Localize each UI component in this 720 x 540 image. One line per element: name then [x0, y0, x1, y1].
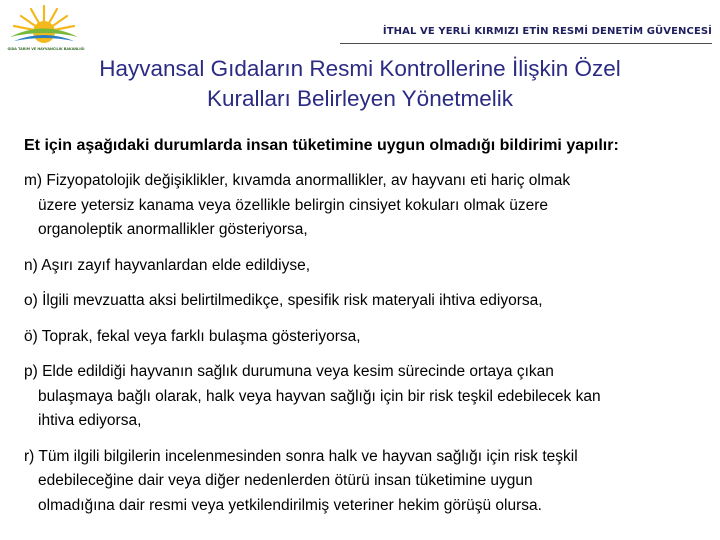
list-item-o: [24, 289, 714, 314]
logo-caption: GIDA TARIM VE HAYVANCILIK BAKANLIĞI: [7, 47, 85, 51]
list-item-oe: [24, 325, 714, 350]
header-divider: [340, 43, 712, 44]
list-item-m: [24, 169, 714, 243]
list-item-line: r) Tüm ilgili bilgilerin incelenmesinden sonra halk ve hayvan sağlığı için risk teşkil: [24, 447, 578, 465]
list-item-line: üzere yetersiz kanama veya özellikle belirgin cinsiyet kokuları olmak üzere: [38, 196, 549, 214]
list-item-r: [24, 445, 714, 519]
sun-field-logo-icon: [0, 0, 92, 62]
list-item-line: ihtiva ediyorsa,: [38, 412, 142, 429]
lead-sentence: Et için aşağıdaki durumlarda insan tüketimine uygun olmadığı bildirimi yapılır:: [24, 137, 619, 154]
document-body: [24, 134, 714, 529]
list-item-p: [24, 360, 714, 434]
list-item-line: p) Elde edildiği hayvanın sağlık durumuna veya kesim sürecinde ortaya çıkan: [24, 363, 554, 380]
list-item-line: m) Fizyopatolojik değişiklikler, kıvamda anormallikler, av hayvanı eti hariç olmak: [24, 172, 571, 189]
list-item-line: ö) Toprak, fekal veya farklı bulaşma gösteriyorsa,: [24, 327, 361, 345]
list-item-line: edebileceğine dair veya diğer nedenlerden ötürü insan tüketimine uygun: [38, 472, 533, 489]
list-item-line: o) İlgili mevzuatta aksi belirtilmedikçe, spesifik risk materyali ihtiva ediyorsa,: [24, 292, 543, 309]
header-tagline: İTHAL VE YERLİ KIRMIZI ETİN RESMİ DENETİM GÜVENCESİ: [382, 26, 712, 37]
title-line-2: Kuralları Belirleyen Yönetmelik: [207, 86, 513, 111]
list-item-line: olmadığına dair resmi veya yetkilendirilmiş veteriner hekim görüşü olursa.: [38, 496, 542, 514]
title-line-1: Hayvansal Gıdaların Resmi Kontrollerine İlişkin Özel: [99, 56, 621, 81]
ministry-logo: [0, 0, 92, 62]
list-item-line: bulaşmaya bağlı olarak, halk veya hayvan sağlığı için bir risk teşkil edebilecek kan: [38, 387, 601, 405]
list-item-n: [24, 254, 714, 279]
list-item-line: n) Aşırı zayıf hayvanlardan elde edildiyse,: [24, 256, 311, 274]
page-title: [0, 54, 720, 114]
list-item-line: organoleptik anormallikler gösteriyorsa,: [38, 221, 308, 238]
